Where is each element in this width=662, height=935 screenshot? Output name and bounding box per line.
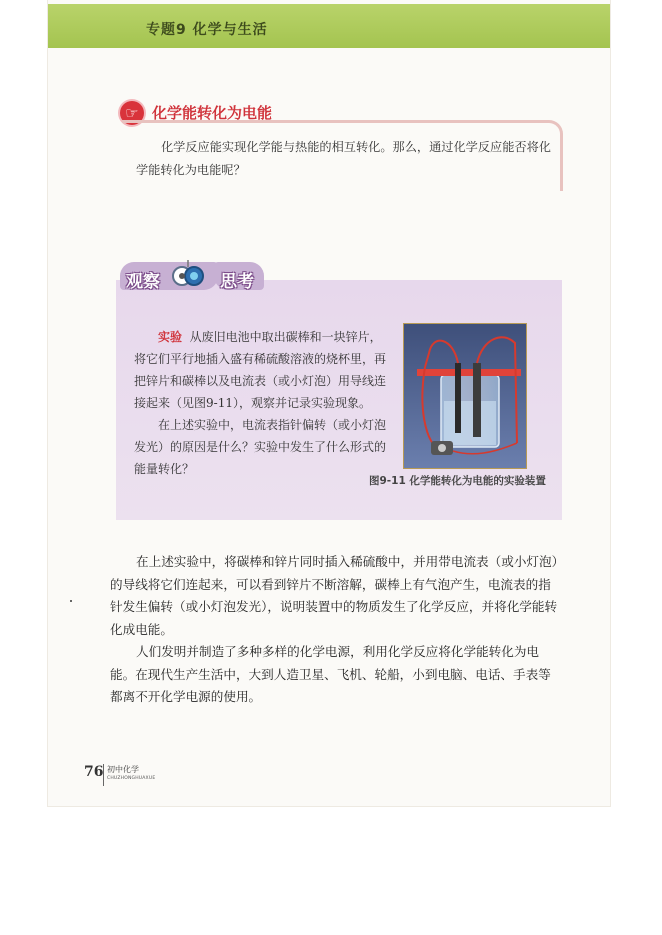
experiment-text: 从废旧电池中取出碳棒和一块锌片，将它们平行地插入盛有稀硫酸溶液的烧杯里，再把锌片和碳棒以及电流表（或小灯泡）用导线连接起来（见图9-11），观察并记录实验现象。 <box>134 330 387 410</box>
book-title: 初中化学 <box>107 765 139 774</box>
body-text <box>110 551 562 709</box>
experiment-apparatus-photo <box>403 323 527 469</box>
book-title-pinyin: CHUZHONGHUAXUE <box>107 776 156 781</box>
section-title: 化学能转化为电能 <box>152 104 273 122</box>
margin-mark <box>70 600 72 602</box>
think-label: 思考 <box>220 272 254 292</box>
magnifier-eye-icon <box>170 256 206 292</box>
intro-paragraph: 化学反应能实现化学能与热能的相互转化。那么，通过化学反应能否将化学能转化为电能呢？ <box>136 140 551 177</box>
pointing-hand-icon: ☞ <box>120 101 144 125</box>
experiment-label: 实验 <box>158 330 183 344</box>
body-paragraph: 人们发明并制造了多种多样的化学电源，利用化学反应将化学能转化为电能。在现代生产生活中，大到人造卫星、飞机、轮船，小到电脑、电话、手表等都离不开化学电源的使用。 <box>110 644 551 704</box>
chapter-title: 专题9 化学与生活 <box>146 22 268 38</box>
experiment-question: 在上述实验中，电流表指针偏转（或小灯泡发光）的原因是什么？实验中发生了什么形式的能量转化？ <box>134 418 387 476</box>
footer-divider <box>103 764 104 786</box>
page-number: 76 <box>84 764 104 780</box>
observe-label: 观察 <box>126 272 160 292</box>
body-paragraph: 在上述实验中，将碳棒和锌片同时插入稀硫酸中，并用带电流表（或小灯泡）的导线将它们连起来，可以看到锌片不断溶解，碳棒上有气泡产生，电流表的指针发生偏转（或小灯泡发光），说明装置中的物质发生了化学反应，并将化学能转化成电能。 <box>110 554 558 637</box>
chapter-header-bar <box>48 4 610 48</box>
experiment-description <box>134 326 388 480</box>
figure-caption: 图9-11 化学能转化为电能的实验装置 <box>369 475 546 487</box>
